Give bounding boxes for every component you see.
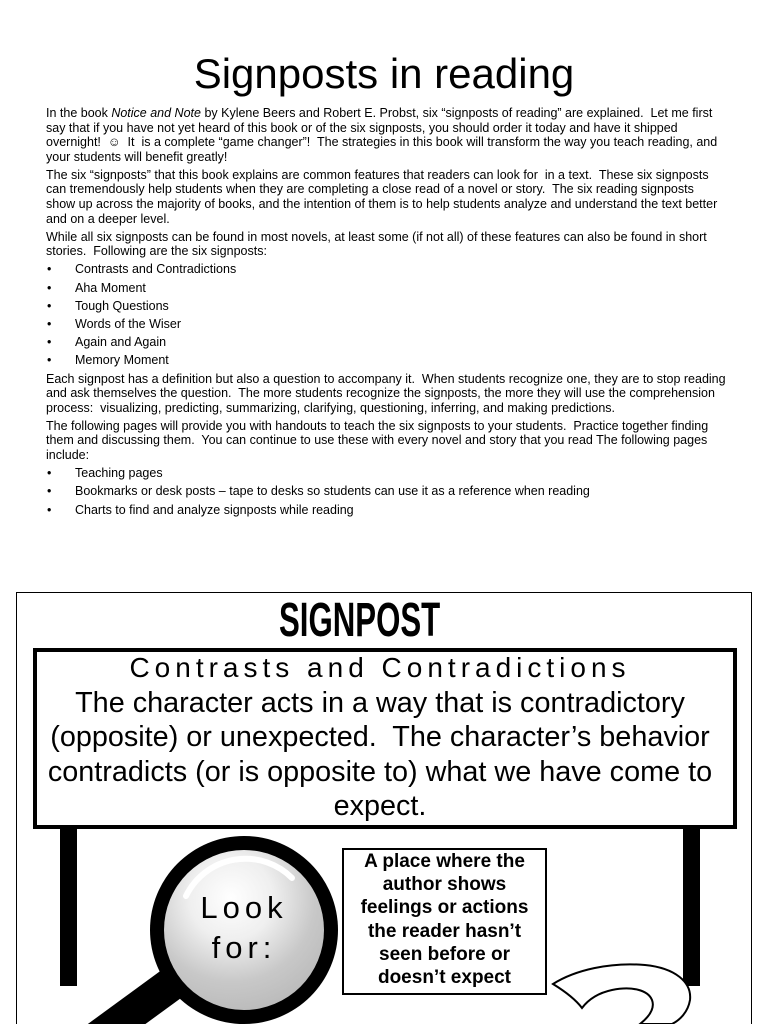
list-item-text: Tough Questions — [75, 298, 169, 313]
bullet-glyph: • — [47, 466, 52, 481]
list-item — [46, 317, 726, 332]
bullet-glyph: • — [47, 335, 52, 350]
paragraph-definition-question: Each signpost has a definition but also a question to accompany it. When students recognize one, they are to stop reading and ask themselves the question. The more students recognize the signposts, the more they will use the comprehension process: visualizing, predicting, summarizing, clarifying, questioning, inferring, and making predictions. — [46, 371, 730, 415]
bullet-glyph: • — [47, 280, 52, 295]
list-item — [46, 299, 726, 314]
list-item — [46, 353, 726, 368]
list-item-text: Memory Moment — [75, 353, 169, 368]
intro-paragraph — [46, 106, 726, 164]
look-for-description: A place where the author shows feelings or actions the reader hasn’t seen before or doesn’t expect — [342, 848, 547, 995]
look-for-label: Look for: — [200, 890, 288, 965]
list-item-text: Charts to find and analyze signposts while reading — [75, 502, 354, 517]
list-item-text: Bookmarks or desk posts – tape to desks so students can use it as a reference when reading — [75, 484, 590, 499]
signposts-list — [46, 262, 726, 368]
list-item-text: Words of the Wiser — [75, 317, 182, 331]
signpost-heading: SIGNPOST — [279, 594, 441, 647]
paragraph-six-signposts: While all six signposts can be found in most novels, at least some (if not all) of these features can also be found in short stories. Following are the six signposts: — [46, 229, 711, 259]
list-item-text: Again and Again — [75, 335, 167, 350]
question-mark-icon — [553, 964, 690, 1024]
pages-include-list — [46, 466, 726, 517]
bullet-glyph: • — [47, 484, 52, 499]
list-item — [46, 466, 726, 481]
list-item — [46, 262, 726, 277]
signpost-board — [33, 648, 737, 829]
intro-text-rest: by Kylene Beers and Robert E. Probst, six “signposts of reading” are explained. Let me first say that if you have not yet heard of this book or of the six signposts, you should order it today and have it shipped overnight! ☺ It is a complete “game changer”! The strategies in this book will transform the way you teach reading, and your students will benefit greatly! — [46, 106, 721, 164]
bullet-glyph: • — [47, 298, 52, 313]
list-item-text: Contrasts and Contradictions — [75, 262, 237, 277]
bullet-glyph: • — [47, 502, 52, 517]
document-body — [46, 106, 730, 521]
list-item-text: Teaching pages — [75, 466, 163, 481]
signpost-name: Contrasts and Contradictions — [129, 652, 631, 683]
signpost-definition: The character acts in a way that is contradictory (opposite) or unexpected. The character’s behavior contradicts (or is opposite to) what we have come to expect. — [47, 686, 721, 823]
list-item-text: Aha Moment — [75, 280, 146, 295]
bullet-glyph: • — [47, 317, 52, 331]
book-title: Notice and Note — [111, 106, 201, 120]
bullet-glyph: • — [47, 262, 52, 277]
page-title: Signposts in reading — [193, 50, 575, 97]
list-item — [46, 484, 726, 499]
list-item — [46, 281, 726, 296]
intro-text-start: In the book — [46, 106, 112, 120]
paragraph-handouts: The following pages will provide you with handouts to teach the six signposts to your students. Practice together finding them and discussing them. You can continue to use these with every novel and story that you read The following pages include: — [46, 418, 712, 463]
list-item — [46, 503, 726, 518]
paragraph-signposts-explained: The six “signposts” that this book explains are common features that readers can look for in a text. These six signposts can tremendously help students when they are completing a close read of a novel or story. The six reading signposts show up across the majority of books, and the intention of them is to help students analyze and understand the text better and on a deeper level. — [46, 167, 721, 226]
list-item — [46, 335, 726, 350]
magnifier-handle — [92, 985, 170, 1024]
bullet-glyph: • — [47, 353, 52, 368]
